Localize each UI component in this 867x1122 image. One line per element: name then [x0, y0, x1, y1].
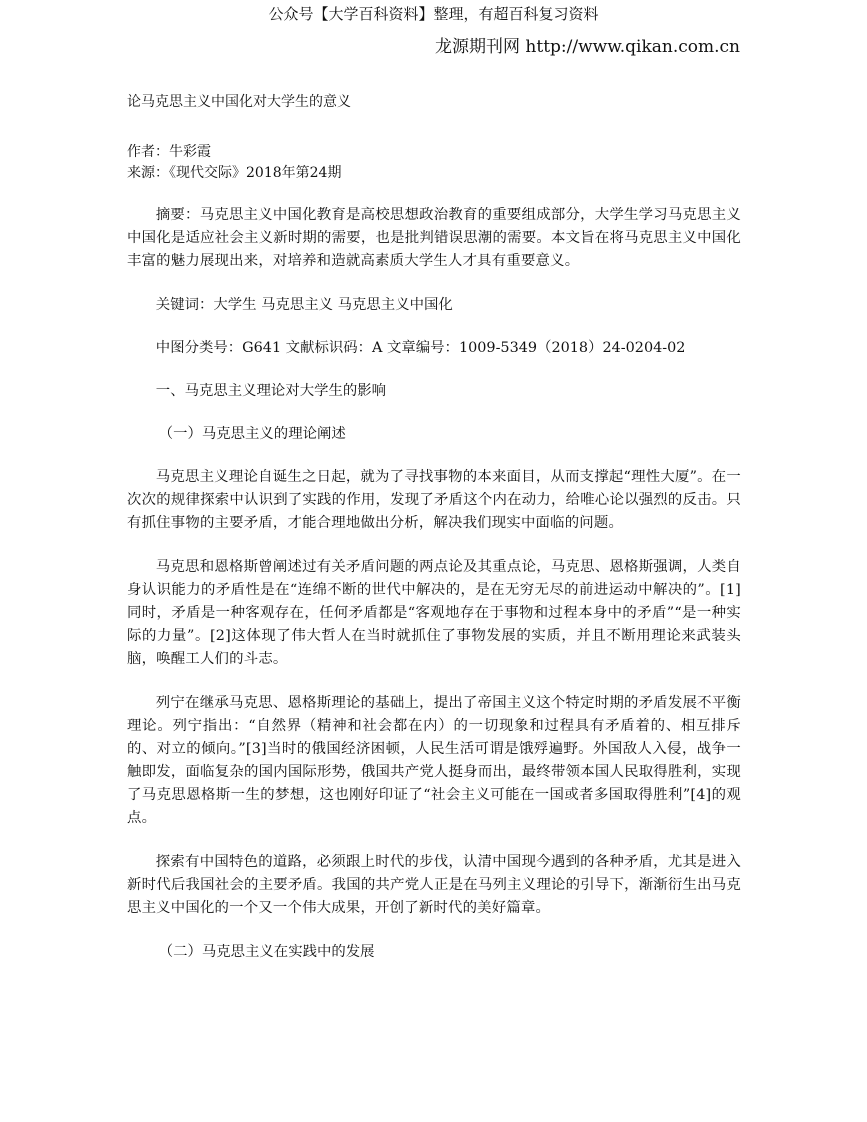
- classification: 中图分类号：G641 文献标识码：A 文章编号：1009-5349（2018）24-0204-02: [155, 340, 686, 356]
- article-title: 论马克思主义中国化对大学生的意义: [127, 94, 351, 110]
- article-author: 作者：牛彩霞: [127, 144, 211, 160]
- article-source: 来源：《现代交际》2018年第24期: [127, 165, 342, 181]
- subsection-heading-2: （二）马克思主义在实践中的发展: [158, 944, 375, 960]
- paragraph-4: 探索有中国特色的道路，必须跟上时代的步伐，认清中国现今遇到的各种矛盾，尤其是进入新时代后我国社会的主要矛盾。我国的共产党人正是在马列主义理论的引导下，渐渐衍生出马克思主义中国化的一个又一个伟大成果，开创了新时代的美好篇章。: [127, 854, 741, 916]
- top-note: 公众号【大学百科资料】整理，有超百科复习资料: [268, 5, 599, 23]
- section-heading-1: 一、马克思主义理论对大学生的影响: [155, 383, 387, 399]
- paragraph-1: 马克思主义理论自诞生之日起，就为了寻找事物的本来面目，从而支撑起“理性大厦”。在一次次的规律探索中认识到了实践的作用，发现了矛盾这个内在动力，给唯心论以强烈的反击。只有抓住事物的主要矛盾，才能合理地做出分析，解决我们现实中面临的问题。: [127, 469, 741, 531]
- subsection-heading-1: （一）马克思主义的理论阐述: [158, 426, 346, 442]
- paragraph-2: 马克思和恩格斯曾阐述过有关矛盾问题的两点论及其重点论，马克思、恩格斯强调，人类自身认识能力的矛盾性是在“连绵不断的世代中解决的，是在无穷无尽的前进运动中解决的”。[1]同时，矛盾是一种客观存在，任何矛盾都是“客观地存在于事物和过程本身中的矛盾”“是一种实际的力量”。[2]这体现了伟大哲人在当时就抓住了事物发展的实质，并且不断用理论来武装头脑，唤醒工人们的斗志。: [127, 559, 741, 667]
- keywords: 关键词：大学生 马克思主义 马克思主义中国化: [155, 297, 453, 313]
- article-meta: [127, 142, 741, 184]
- article-body: [127, 92, 741, 984]
- source-site[interactable]: 龙源期刊网 http://www.qikan.com.cn: [435, 37, 740, 57]
- paragraph-3: 列宁在继承马克思、恩格斯理论的基础上，提出了帝国主义这个特定时期的矛盾发展不平衡理论。列宁指出：“自然界（精神和社会都在内）的一切现象和过程具有矛盾着的、相互排斥的、对立的倾向。”[3]当时的俄国经济困顿，人民生活可谓是饿殍遍野。外国敌人入侵，战争一触即发，面临复杂的国内国际形势，俄国共产党人挺身而出，最终带领本国人民取得胜利，实现了马克思恩格斯一生的梦想，这也刚好印证了“社会主义可能在一国或者多国取得胜利”[4]的观点。: [127, 695, 741, 826]
- abstract: 摘要：马克思主义中国化教育是高校思想政治教育的重要组成部分，大学生学习马克思主义中国化是适应社会主义新时期的需要，也是批判错误思潮的需要。本文旨在将马克思主义中国化丰富的魅力展现出来，对培养和造就高素质大学生人才具有重要意义。: [127, 207, 741, 269]
